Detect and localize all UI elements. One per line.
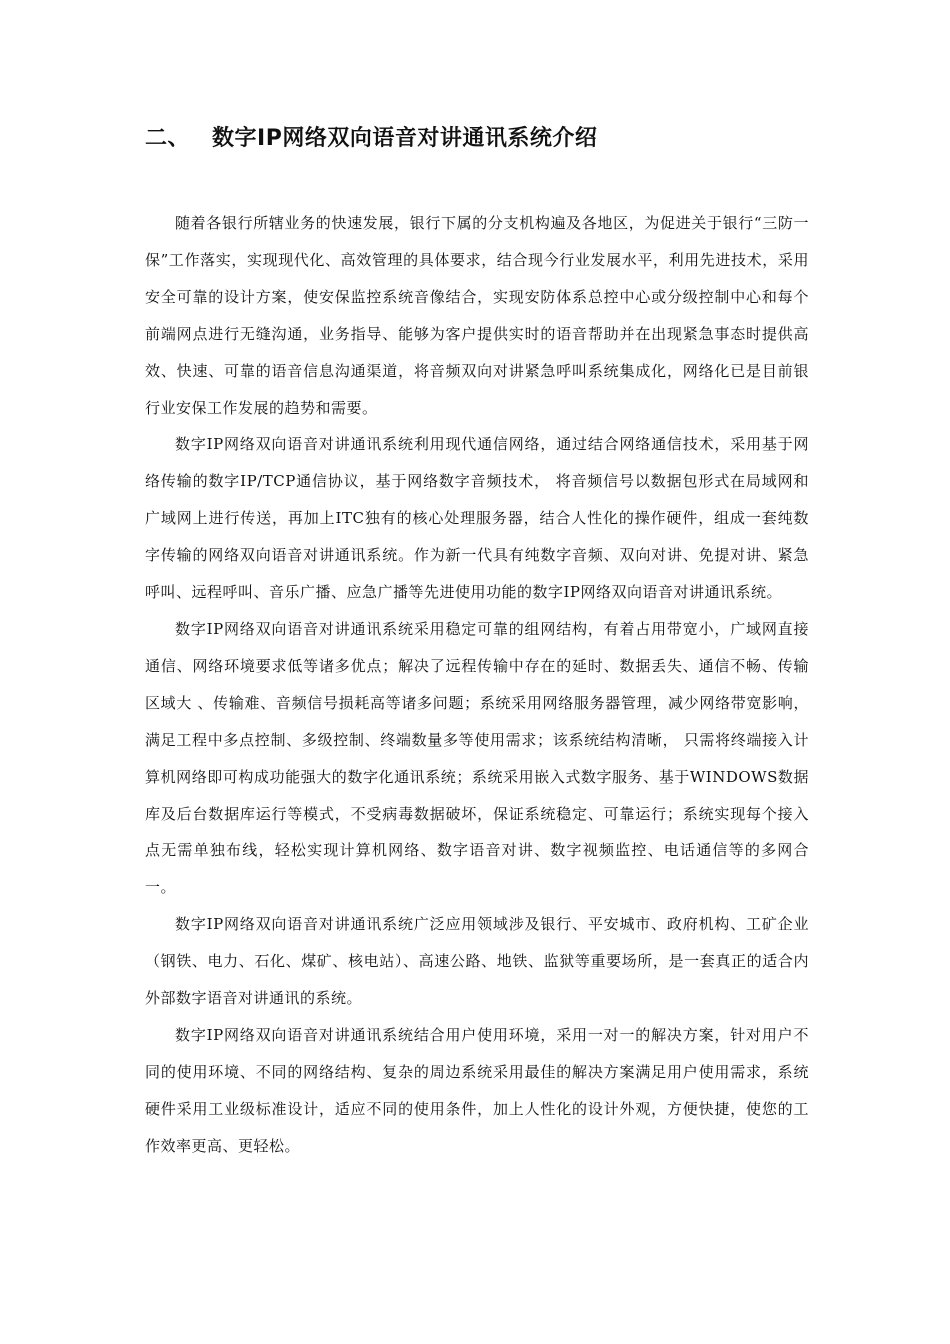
body-text <box>145 205 809 1165</box>
paragraph-2: 数字IP网络双向语音对讲通讯系统利用现代通信网络，通过结合网络通信技术，采用基于网络传输的数字IP/TCP通信协议，基于网络数字音频技术， 将音频信号以数据包形式在局域网和广域网上进行传送，再加上ITC独有的核心处理服务器，结合人性化的操作硬件，组成一套纯数字传输的网络双向语音对讲通讯系统。作为新一代具有纯数字音频、双向对讲、免提对讲、紧急呼叫、远程呼叫、音乐广播、应急广播等先进使用功能的数字IP网络双向语音对讲通讯系统。 <box>145 435 809 602</box>
paragraph-3: 数字IP网络双向语音对讲通讯系统采用稳定可靠的组网结构，有着占用带宽小，广域网直接通信、网络环境要求低等诸多优点；解决了远程传输中存在的延时、数据丢失、通信不畅、传输区域大 、传输难、音频信号损耗高等诸多问题；系统采用网络服务器管理，减少网络带宽影响，满足工程中多点控制、多级控制、终端数量多等使用需求；该系统结构清晰， 只需将终端接入计算机网络即可构成功能强大的数字化通讯系统；系统采用嵌入式数字服务、基于WINDOWS数据库及后台数据库运行等模式，不受病毒数据破坏，保证系统稳定、可靠运行；系统实现每个接入点无需单独布线，轻松实现计算机网络、数字语音对讲、数字视频监控、电话通信等的多网合一。 <box>145 619 809 897</box>
paragraph-5: 数字IP网络双向语音对讲通讯系统结合用户使用环境，采用一对一的解决方案，针对用户不同的使用环境、不同的网络结构、复杂的周边系统采用最佳的解决方案满足用户使用需求，系统硬件采用工业级标准设计，适应不同的使用条件，加上人性化的设计外观，方便快捷，使您的工作效率更高、更轻松。 <box>145 1025 809 1155</box>
paragraph-1: 随着各银行所辖业务的快速发展，银行下属的分支机构遍及各地区，为促进关于银行“三防一保”工作落实，实现现代化、高效管理的具体要求，结合现今行业发展水平，利用先进技术，采用安全可靠的设计方案，使安保监控系统音像结合，实现安防体系总控中心或分级控制中心和每个前端网点进行无缝沟通，业务指导、能够为客户提供实时的语音帮助并在出现紧急事态时提供高效、快速、可靠的语音信息沟通渠道，将音频双向对讲紧急呼叫系统集成化，网络化已是目前银行业安保工作发展的趋势和需要。 <box>145 214 809 417</box>
section-number: 二、 <box>145 126 191 151</box>
paragraph-4: 数字IP网络双向语音对讲通讯系统广泛应用领域涉及银行、平安城市、政府机构、工矿企业（钢铁、电力、石化、煤矿、核电站）、高速公路、地铁、监狱等重要场所，是一套真正的适合内外部数字语音对讲通讯的系统。 <box>145 915 809 1008</box>
section-title: 数字IP网络双向语音对讲通讯系统介绍 <box>212 126 598 151</box>
section-heading <box>145 122 825 156</box>
